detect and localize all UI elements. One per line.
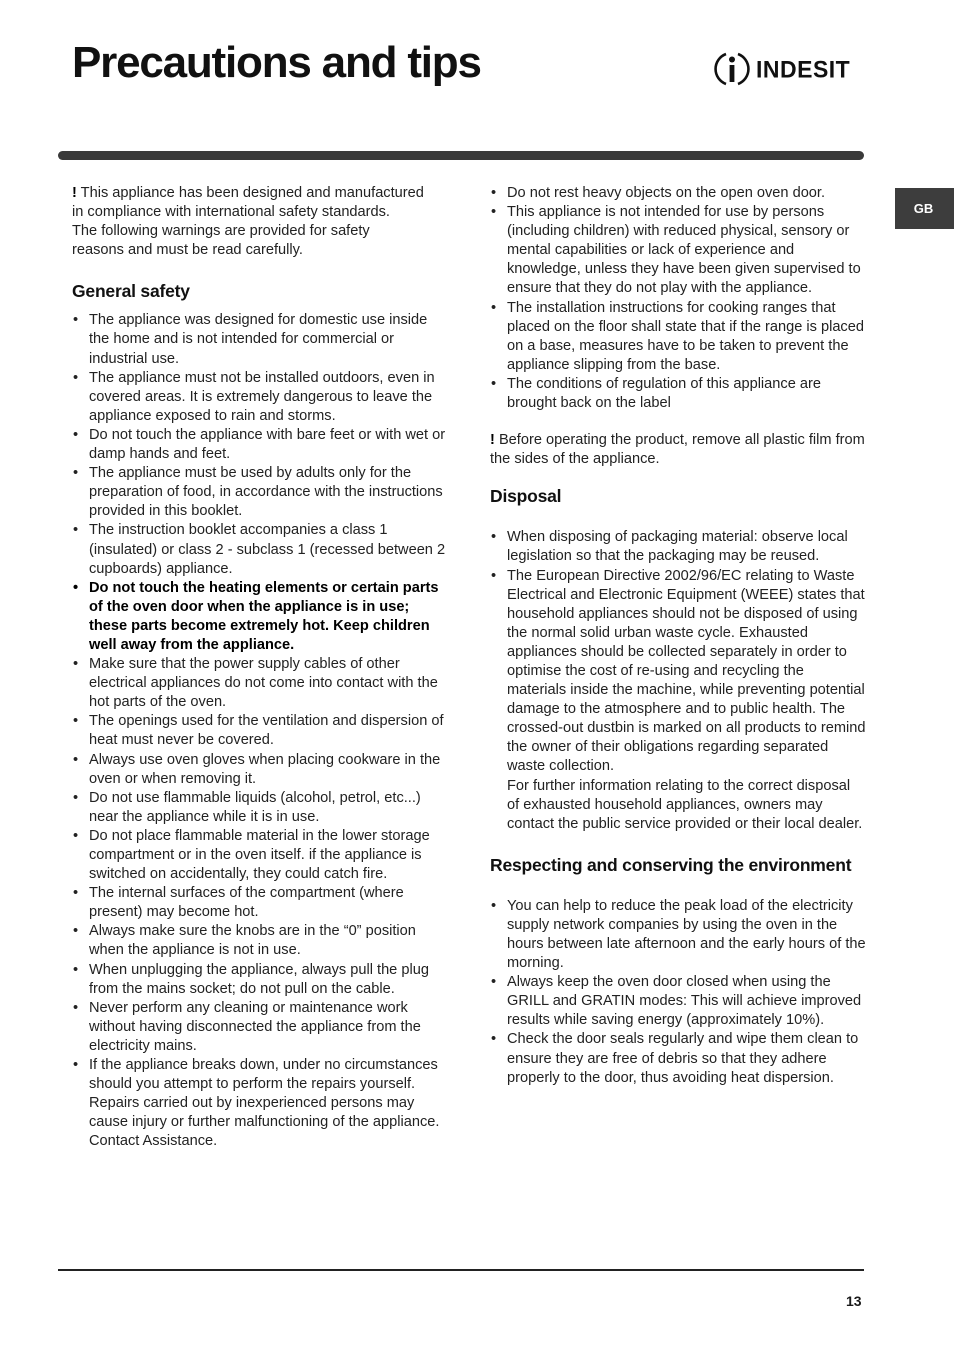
intro-warning — [72, 184, 446, 260]
list-item: • Never perform any cleaning or maintenance work without having disconnected the appliance from the electricity mains. — [72, 999, 446, 1056]
list-item: • Do not rest heavy objects on the open oven door. — [490, 184, 866, 203]
general-safety-list — [72, 311, 446, 1151]
right-column — [490, 184, 866, 1088]
list-item: • Make sure that the power supply cables of other electrical appliances do not come into contact with the hot parts of the oven. — [72, 655, 446, 712]
list-item-emphasis: • Do not touch the heating elements or certain parts of the oven door when the appliance is in use; these parts become extremely hot. Keep children well away from the appliance. — [72, 579, 446, 655]
plastic-film-warning: ! Before operating the product, remove all plastic film from the sides of the appliance. — [490, 432, 865, 468]
environment-list — [490, 897, 866, 1088]
disposal-list — [490, 528, 866, 776]
list-item: • Always make sure the knobs are in the “0” position when the appliance is not in use. — [72, 922, 446, 960]
intro-line: ! This appliance has been designed and manufactured — [72, 185, 424, 201]
list-item: • If the appliance breaks down, under no circumstances should you attempt to perform the repairs yourself. Repairs carried out by inexperienced persons may cause injury or further malfunctioning of the appliance. Contact Assistance. — [72, 1056, 446, 1151]
disposal-further-info: For further information relating to the correct disposal of exhausted household appliances, owners may contact the public service provided or their local dealer. — [507, 777, 863, 832]
list-item: • Always use oven gloves when placing cookware in the oven or when removing it. — [72, 751, 446, 789]
header-divider — [58, 151, 864, 160]
list-item: • The internal surfaces of the compartment (where present) may become hot. — [72, 884, 446, 922]
language-tab: GB — [895, 188, 954, 229]
list-item: • The European Directive 2002/96/EC relating to Waste Electrical and Electronic Equipment (WEEE) states that household appliances should not be disposed of using the normal solid urban waste cycle. Exhausted appliances should be collected separately in order to optimise the cost of re-using and recycling the materials inside the machine, while preventing potential damage to the atmosphere and to public health. The crossed-out dustbin is marked on all products to remind the owner of their obligations regarding separated waste collection. — [490, 567, 866, 777]
list-item: • Check the door seals regularly and wipe them clean to ensure they are free of debris so that they adhere properly to the door, thus avoiding heat dispersion. — [490, 1030, 866, 1087]
list-item: • The appliance was designed for domestic use inside the home and is not intended for commercial or industrial use. — [72, 311, 446, 368]
list-item: • You can help to reduce the peak load of the electricity supply network companies by using the oven in the hours between late afternoon and the early hours of the morning. — [490, 897, 866, 973]
page-title: Precautions and tips — [72, 38, 481, 87]
list-item: • The appliance must not be installed outdoors, even in covered areas. It is extremely dangerous to leave the appliance exposed to rain and storms. — [72, 369, 446, 426]
list-item: • When disposing of packaging material: observe local legislation so that the packaging may be reused. — [490, 528, 866, 566]
intro-line: The following warnings are provided for safety — [72, 223, 370, 240]
list-item: • The openings used for the ventilation and dispersion of heat must never be covered. — [72, 712, 446, 750]
left-column — [72, 184, 446, 1152]
environment-heading: Respecting and conserving the environment — [490, 854, 852, 875]
list-item: • When unplugging the appliance, always pull the plug from the mains socket; do not pull on the cable. — [72, 961, 446, 999]
list-item: • Do not touch the appliance with bare feet or with wet or damp hands and feet. — [72, 426, 446, 464]
list-item: • The appliance must be used by adults only for the preparation of food, in accordance with the instructions provided in this booklet. — [72, 464, 446, 521]
safety-list-continued — [490, 184, 866, 413]
list-item: • Always keep the oven door closed when using the GRILL and GRATIN modes: This will achieve improved results while saving energy (approximately 10%). — [490, 973, 866, 1030]
indesit-logo — [712, 48, 850, 90]
footer-divider — [58, 1269, 864, 1271]
disposal-heading: Disposal — [490, 486, 562, 507]
list-item: • The conditions of regulation of this appliance are brought back on the label — [490, 375, 866, 413]
warning-mark: ! — [72, 185, 77, 201]
warning-mark: ! — [490, 432, 495, 449]
list-item: • This appliance is not intended for use by persons (including children) with reduced physical, sensory or mental capabilities or lack of experience and knowledge, unless they have been given supervised to ensure that they do not play with the appliance. — [490, 203, 866, 298]
list-item: • Do not use flammable liquids (alcohol, petrol, etc...) near the appliance while it is in use. — [72, 789, 446, 827]
list-item: • The instruction booklet accompanies a class 1 (insulated) or class 2 - subclass 1 (recessed between 2 cupboards) appliance. — [72, 521, 446, 578]
brand-name: INDESIT — [756, 54, 851, 83]
intro-line: reasons and must be read carefully. — [72, 242, 303, 259]
general-safety-heading: General safety — [72, 281, 190, 302]
page-number: 13 — [846, 1293, 862, 1309]
intro-line: in compliance with international safety standards. — [72, 204, 390, 221]
indesit-logo-icon — [712, 49, 752, 89]
list-item: • The installation instructions for cooking ranges that placed on the floor shall state that if the range is placed on a base, measures have to be taken to prevent the appliance slipping from the base. — [490, 299, 866, 375]
list-item: • Do not place flammable material in the lower storage compartment or in the oven itself. if the appliance is switched on accidentally, they could catch fire. — [72, 827, 446, 884]
